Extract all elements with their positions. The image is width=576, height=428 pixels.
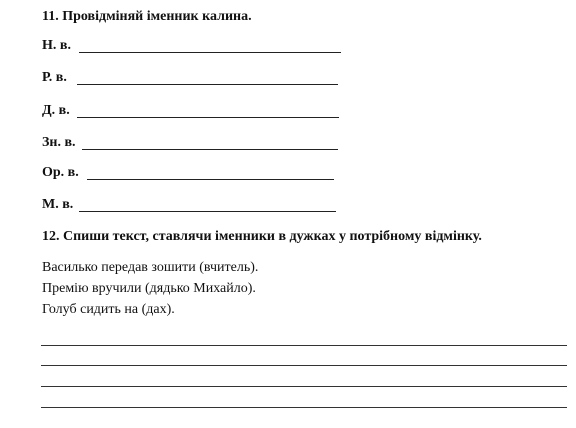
sentence-3: Голуб сидить на (дах). <box>42 302 175 317</box>
case-label-accusative: Зн. в. <box>42 135 76 150</box>
case-label-genitive: Р. в. <box>42 70 67 85</box>
sentence-1: Василько передав зошити (вчитель). <box>42 260 259 275</box>
answer-line-3[interactable] <box>41 386 567 387</box>
case-label-nominative: Н. в. <box>42 38 71 53</box>
answer-line-1[interactable] <box>41 345 567 346</box>
task-11-title: 11. Провідміняй іменник калина. <box>42 9 252 24</box>
case-label-dative: Д. в. <box>42 103 70 118</box>
answer-blank-genitive[interactable] <box>77 84 338 85</box>
answer-blank-nominative[interactable] <box>79 52 341 53</box>
case-label-instrumental: Ор. в. <box>42 165 79 180</box>
task-12-title: 12. Спиши текст, ставлячи іменники в дужках у потрібному відмінку. <box>42 229 482 244</box>
sentence-2: Премію вручили (дядько Михайло). <box>42 281 256 296</box>
answer-line-2[interactable] <box>41 365 567 366</box>
case-label-locative: М. в. <box>42 197 74 212</box>
answer-blank-instrumental[interactable] <box>87 179 334 180</box>
answer-line-4[interactable] <box>41 407 567 408</box>
answer-blank-locative[interactable] <box>79 211 336 212</box>
answer-blank-accusative[interactable] <box>82 149 338 150</box>
answer-blank-dative[interactable] <box>77 117 339 118</box>
